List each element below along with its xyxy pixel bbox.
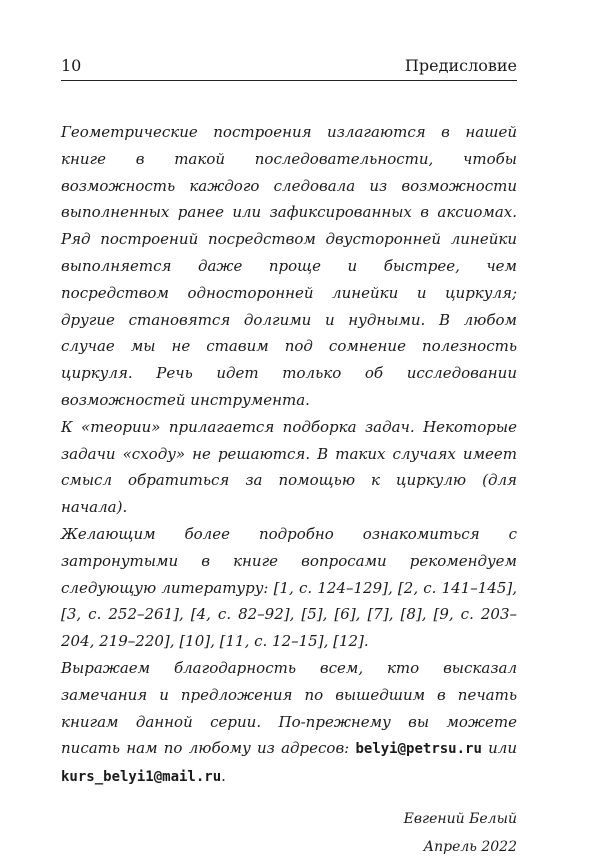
closing-period: . [221, 767, 226, 786]
paragraph-literature: Желающим более подробно ознакомиться с затронутыми в книге вопросами рекомендуем следующую литературу: [1, с. 124–129], [2, с. 141–145], [3, с. 252–261], [4, с. 82–92], [5], [6], [7], [8], [9, с. 203–204, 219–220], [10], [11, с. 12–15], [12]. [61, 524, 517, 651]
running-header [61, 56, 517, 81]
conjunction-text: или [481, 739, 518, 758]
signature-date: Апрель 2022 [423, 838, 517, 855]
signature-block [61, 805, 517, 861]
preface-body [61, 119, 517, 791]
acknowledgements-text: Выражаем благодарность всем, кто высказал замечания и предложения по вышедшим в печать книгам данной серии. По-прежнему вы можете писать нам по любому из адресов: [61, 658, 517, 758]
paragraph-constructions: Геометрические построения излагаются в нашей книге в такой последовательности, чтобы возможность каждого следовала из возможности выполненных ранее или зафиксированных в аксиомах. Ряд построений посредством двусторонней линейки выполняется даже проще и быстрее, чем посредством односторонней линейки и циркуля; другие становятся долгими и нудными. В любом случае мы не ставим под сомнение полезность циркуля. Речь идет только об исследовании возможностей инструмента. [61, 123, 517, 409]
email-link-mail[interactable]: kurs_belyi1@mail.ru [61, 769, 222, 786]
page-number: 10 [61, 56, 82, 75]
book-page [61, 56, 517, 861]
email-link-petrsu[interactable]: belyi@petrsu.ru [355, 741, 482, 758]
paragraph-problems: К «теории» прилагается подборка задач. Некоторые задачи «сходу» не решаются. В таких случаях имеет смысл обратиться за помощью к циркулю (для начала). [61, 417, 517, 517]
paragraph-acknowledgements [61, 655, 517, 791]
section-title: Предисловие [404, 56, 517, 75]
author-name: Евгений Белый [403, 810, 517, 827]
